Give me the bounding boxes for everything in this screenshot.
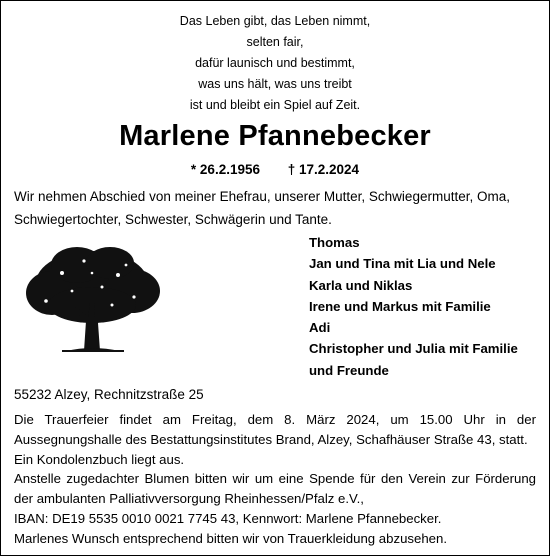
mourner-line: Adi — [309, 320, 331, 336]
notice-line: Marlenes Wunsch entsprechend bitten wir von Trauerkleidung abzusehen. — [14, 530, 447, 546]
notice-line: Aussegnungshalle des Bestattungsinstitutes Brand, Alzey, Schafhäuser Straße 43, statt. — [14, 431, 528, 447]
poem-line: ist und bleibt ein Spiel auf Zeit. — [189, 98, 361, 112]
notice-line: Ein Kondolenzbuch liegt aus. — [14, 451, 185, 467]
poem-line: Das Leben gibt, das Leben nimmt, — [179, 14, 371, 28]
mourner-line: Christopher und Julia mit Familie — [309, 341, 518, 357]
notice-line: IBAN: DE19 5535 0010 0021 7745 43, Kennwort: Marlene Pfannebecker. — [14, 510, 442, 526]
mourner-line: Karla und Niklas — [309, 277, 413, 293]
funeral-notice — [14, 410, 536, 549]
birth-date: * 26.2.1956 — [190, 162, 260, 177]
mourners-list — [309, 232, 518, 381]
poem-line: dafür launisch und bestimmt, — [195, 56, 355, 70]
notice-line: der ambulanten Palliativversorgung Rheinhessen/Pfalz e.V., — [14, 491, 364, 507]
death-date: † 17.2.2024 — [287, 162, 360, 177]
mourner-line: und Freunde — [309, 362, 389, 378]
life-dates — [0, 160, 550, 180]
mourner-line: Irene und Markus mit Familie — [309, 298, 491, 314]
farewell-intro: Wir nehmen Abschied von meiner Ehefrau, unserer Mutter, Schwiegermutter, Oma, Schwiegertochter, Schwester, Schwägerin und Tante. — [14, 189, 510, 227]
notice-line: Anstelle zugedachter Blumen bitten wir um eine Spende für den Verein zur Förderung — [14, 471, 536, 487]
tree-illustration — [22, 243, 162, 355]
poem — [0, 11, 550, 116]
deceased-name: Marlene Pfannebecker — [119, 120, 431, 152]
poem-line: was uns hält, was uns treibt — [198, 77, 352, 91]
notice-line: Die Trauerfeier findet am Freitag, dem 8. März 2024, um 15.00 Uhr in der — [14, 412, 536, 427]
address: 55232 Alzey, Rechnitzstraße 25 — [14, 387, 204, 402]
mourner-line: Thomas — [309, 235, 360, 250]
mourner-line: Jan und Tina mit Lia und Nele — [309, 256, 496, 272]
poem-line: selten fair, — [246, 35, 304, 49]
